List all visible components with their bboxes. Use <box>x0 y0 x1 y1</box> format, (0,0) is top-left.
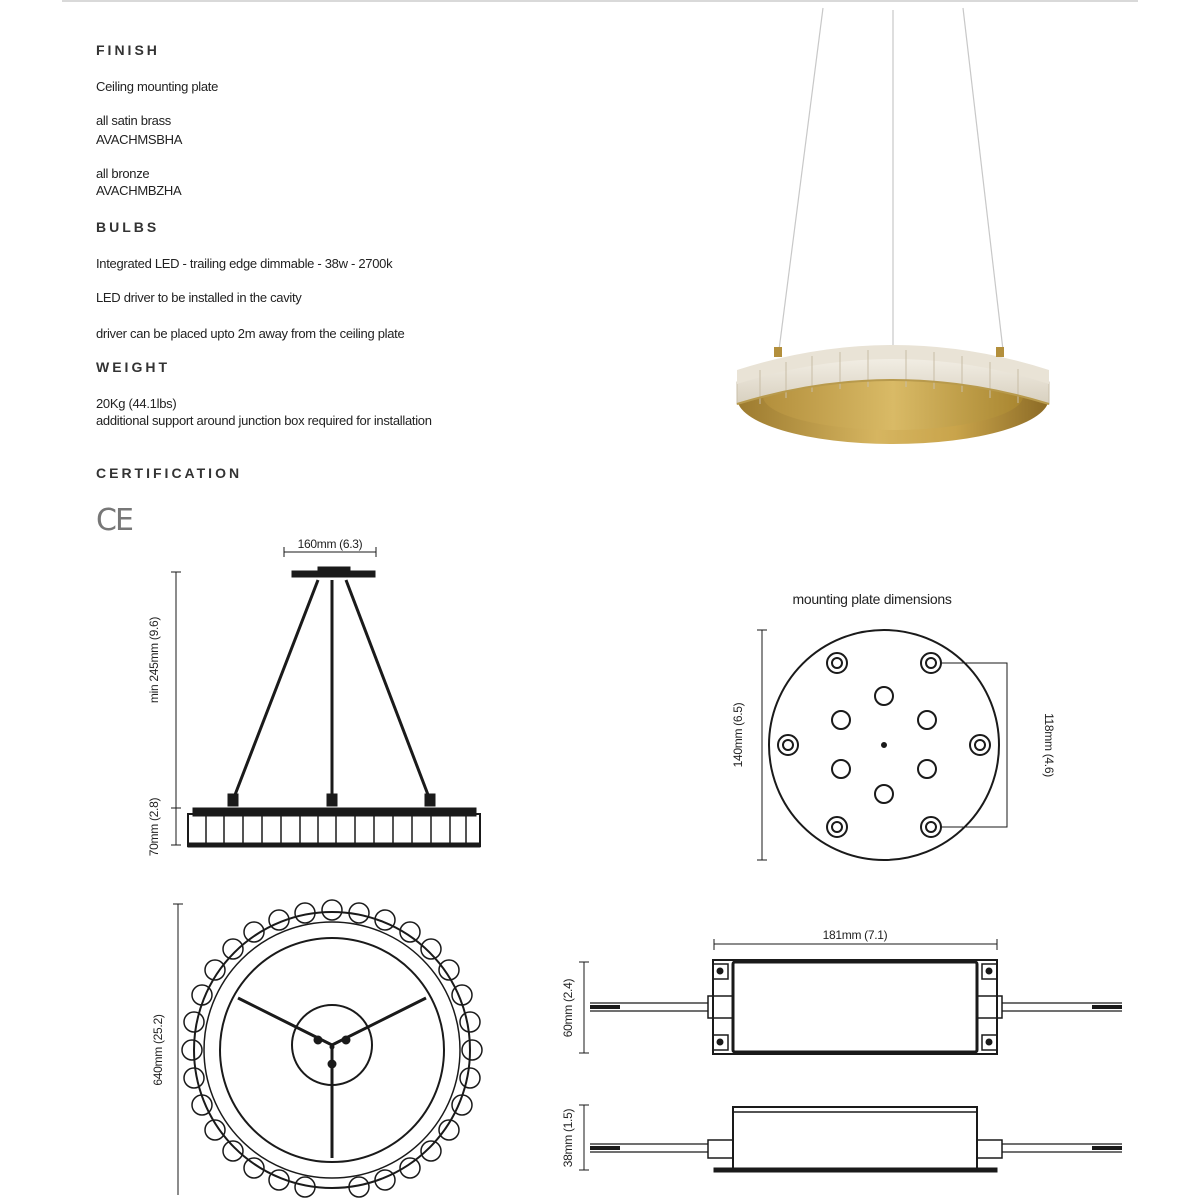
side-min-height-label: min 245mm (9.6) <box>147 616 161 704</box>
weight-heading: WEIGHT <box>96 359 170 375</box>
driver-length-label: 181mm (7.1) <box>822 928 888 942</box>
bulbs-line-2: LED driver to be installed in the cavity <box>96 290 302 305</box>
finish-option-1-name: all satin brass <box>96 113 171 128</box>
plate-diameter-label: 140mm (6.5) <box>731 702 745 768</box>
side-plate-width-label: 160mm (6.3) <box>297 537 363 551</box>
driver-height-label: 38mm (1.5) <box>561 1108 575 1168</box>
finish-option-2-code: AVACHMBZHA <box>96 183 182 198</box>
plate-caption: mounting plate dimensions <box>792 591 952 607</box>
mounting-plate-drawing <box>757 630 1007 860</box>
ce-mark-icon: CE <box>96 503 132 538</box>
finish-heading: FINISH <box>96 42 160 58</box>
driver-top-view-drawing <box>579 939 1122 1054</box>
top-diameter-label: 640mm (25.2) <box>151 1014 165 1086</box>
finish-option-2-name: all bronze <box>96 166 150 181</box>
driver-width-label: 60mm (2.4) <box>561 978 575 1038</box>
bulbs-heading: BULBS <box>96 219 160 235</box>
side-ring-height-label: 70mm (2.8) <box>147 797 161 857</box>
bulbs-line-1: Integrated LED - trailing edge dimmable - 38w - 2700k <box>96 256 393 271</box>
bulbs-line-3: driver can be placed upto 2m away from the ceiling plate <box>96 326 405 341</box>
weight-value: 20Kg (44.1lbs) <box>96 396 177 411</box>
finish-plate: Ceiling mounting plate <box>96 79 219 94</box>
driver-side-view-drawing <box>579 1105 1122 1172</box>
finish-option-1-code: AVACHMSBHA <box>96 132 183 147</box>
weight-note: additional support around junction box required for installation <box>96 413 432 428</box>
plate-hole-spacing-label: 118mm (4.6) <box>1042 713 1056 777</box>
top-view-drawing <box>173 900 482 1197</box>
side-elevation-drawing <box>171 547 480 847</box>
certification-heading: CERTIFICATION <box>96 465 243 481</box>
product-photo <box>737 8 1049 444</box>
